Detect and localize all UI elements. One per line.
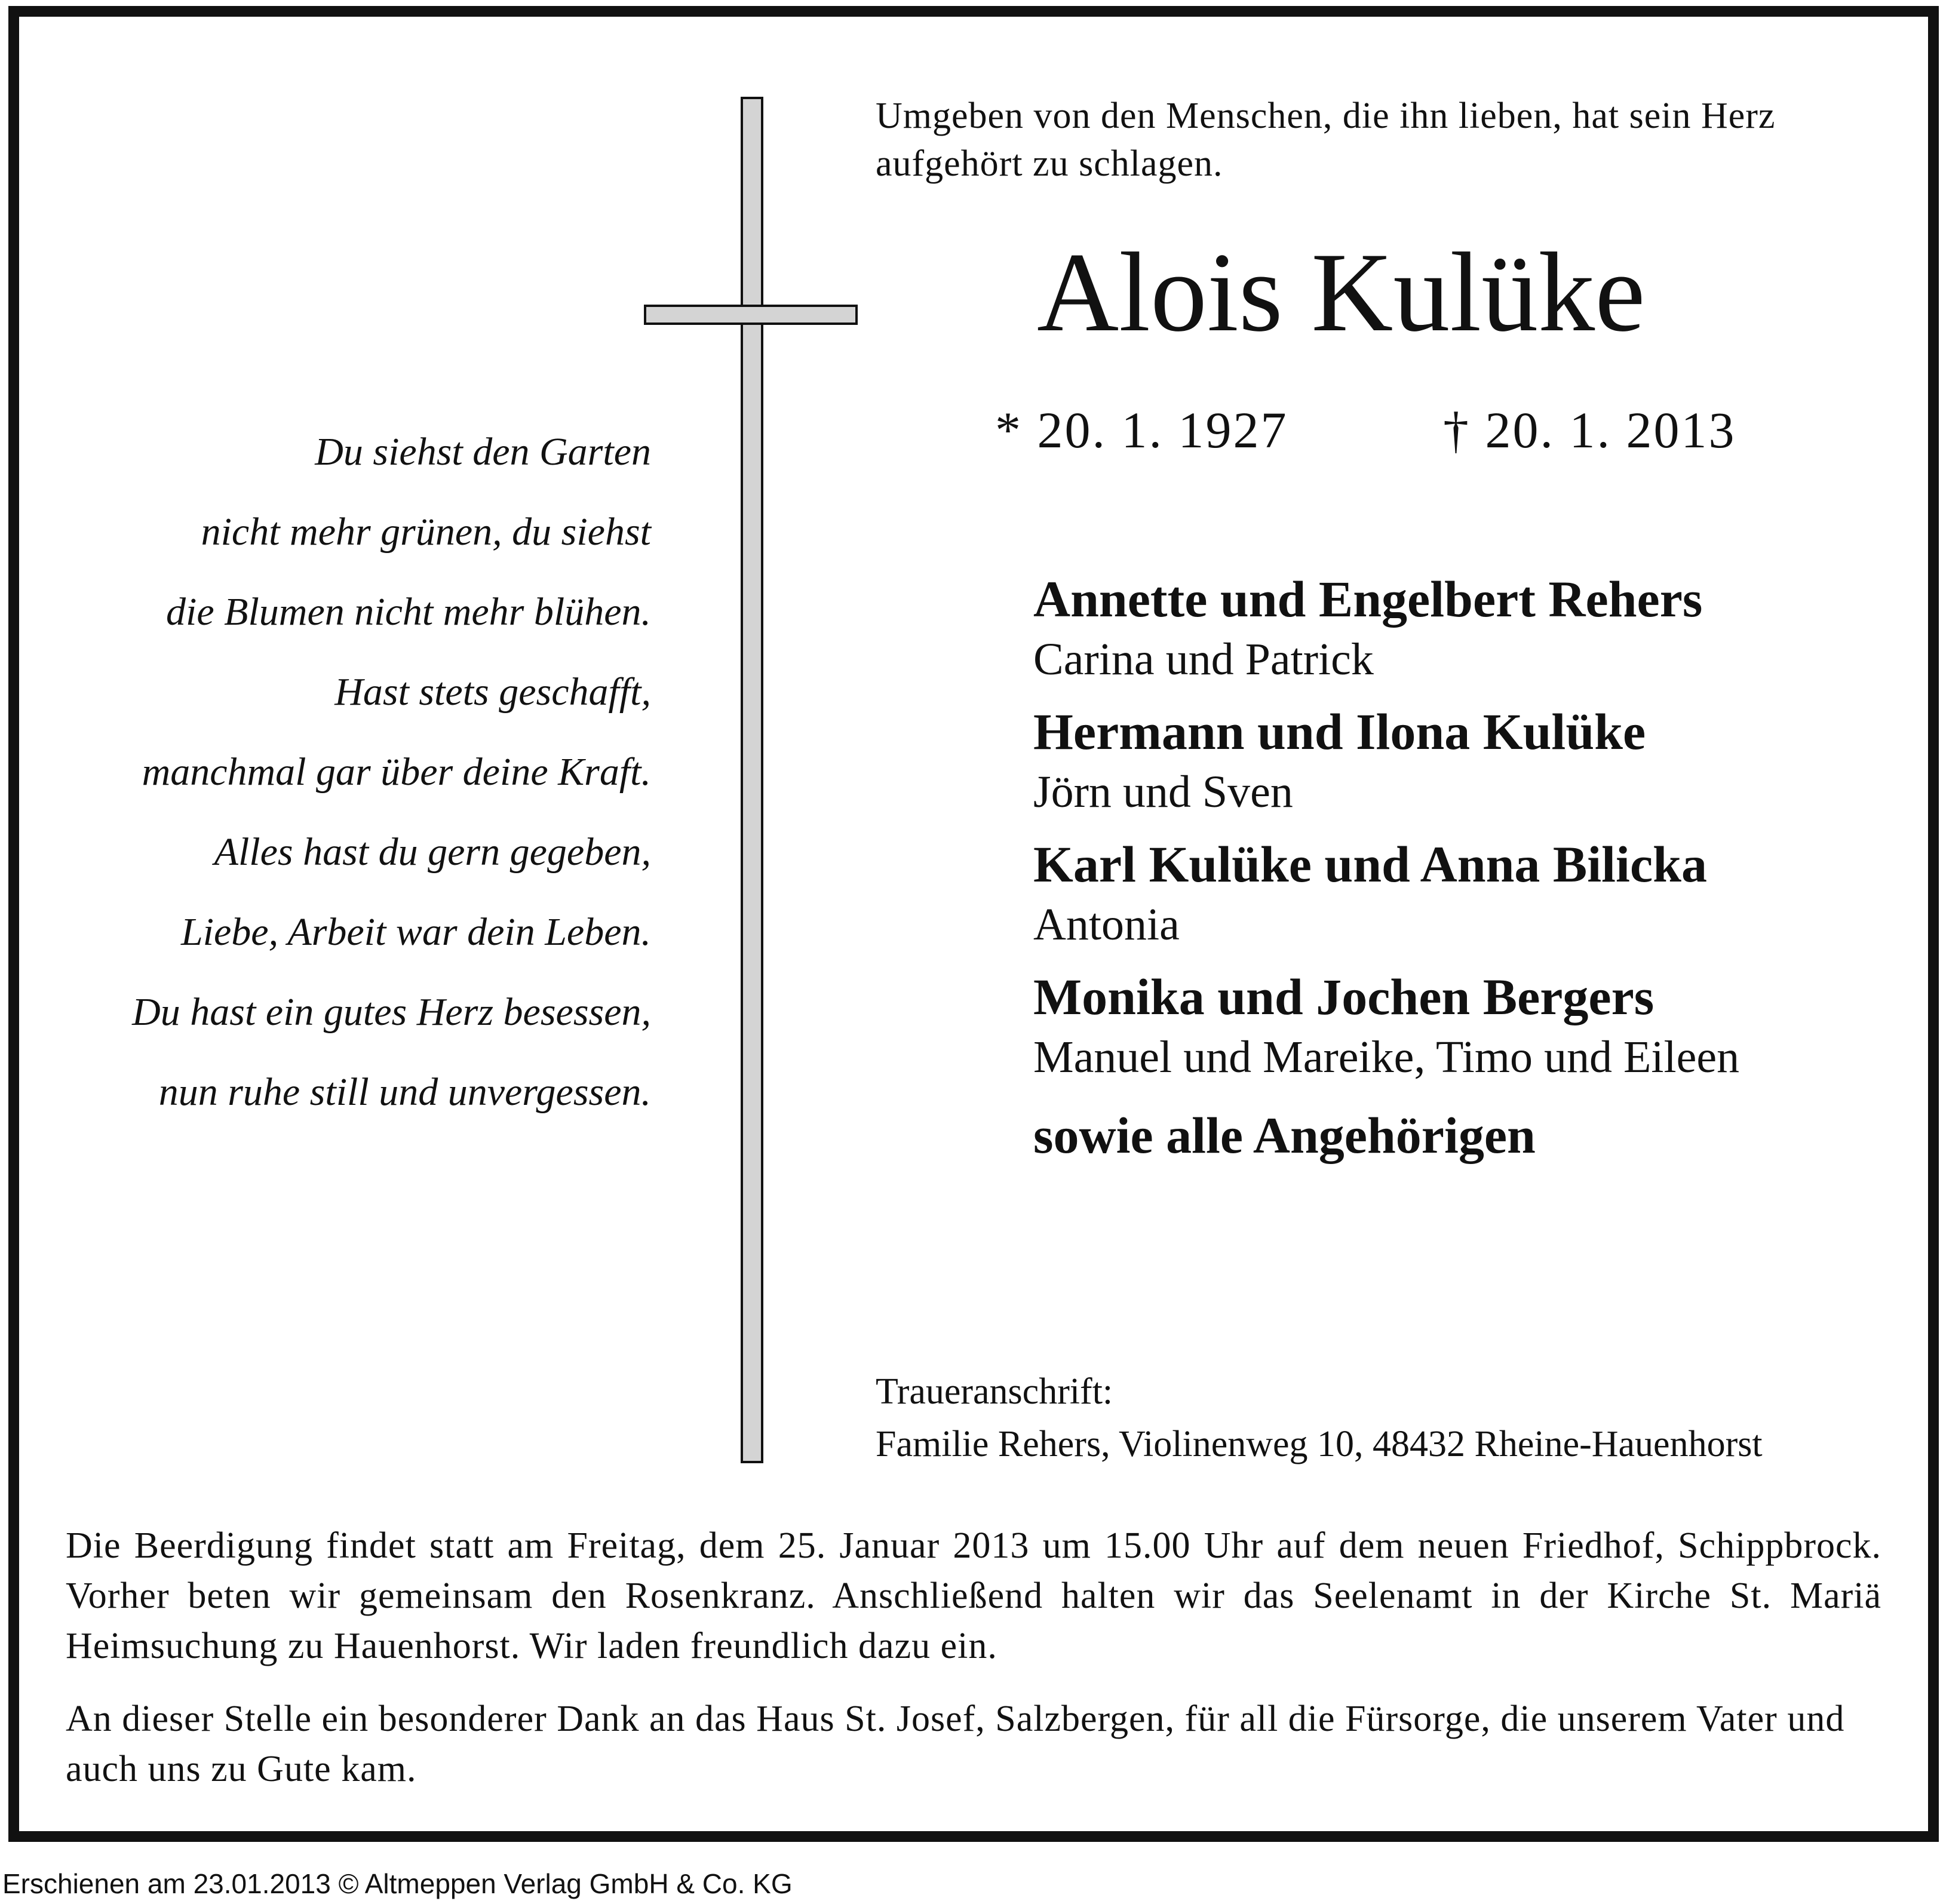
poem-line: Du hast ein gutes Herz besessen,: [132, 990, 651, 1034]
cross-vertical-beam: [741, 97, 763, 1463]
family-list: [1033, 567, 1905, 1167]
family-group: [1033, 965, 1905, 1086]
poem-line: Hast stets geschafft,: [334, 670, 651, 714]
poem-line: nicht mehr grünen, du siehst: [201, 510, 651, 554]
birth-date: * 20. 1. 1927: [995, 401, 1288, 459]
poem-line: die Blumen nicht mehr blühen.: [166, 590, 651, 634]
address-label: Traueranschrift:: [876, 1371, 1113, 1412]
family-main-name: Karl Kulüke und Anna Bilicka: [1033, 836, 1707, 893]
poem-line: Liebe, Arbeit war dein Leben.: [180, 910, 651, 954]
poem-line: Alles hast du gern gegeben,: [214, 830, 651, 874]
family-sub-name: Jörn und Sven: [1033, 767, 1293, 817]
family-closing: sowie alle Angehörigen: [1033, 1107, 1536, 1164]
poem: [36, 412, 651, 1132]
death-date: † 20. 1. 2013: [1443, 401, 1736, 459]
poem-line: Du siehst den Garten: [315, 430, 651, 474]
family-sub-name: Carina und Patrick: [1033, 634, 1374, 684]
family-sub-name: Antonia: [1033, 899, 1180, 950]
family-main-name: Annette und Engelbert Rehers: [1033, 570, 1703, 628]
publication-footer: Erschienen am 23.01.2013 © Altmeppen Verlag GmbH & Co. KG: [2, 1868, 793, 1899]
intro-text: Umgeben von den Menschen, die ihn lieben, hat sein Herz aufgehört zu schlagen.: [876, 96, 1776, 184]
address-line: Familie Rehers, Violinenweg 10, 48432 Rheine-Hauenhorst: [876, 1424, 1763, 1464]
family-group: [1033, 567, 1905, 688]
funeral-info: Die Beerdigung findet statt am Freitag, dem 25. Januar 2013 um 15.00 Uhr auf dem neuen Friedhof, Schippbrock. Vorher beten wir gemeinsam den Rosenkranz. Anschließend halten wir das Seelenamt in der Kirche St. Mariä Heimsuchung zu Hauenhorst. Wir laden freundlich dazu ein.: [66, 1525, 1881, 1666]
deceased-name: Alois Kulüke: [1037, 230, 1646, 355]
mourning-address: [876, 1365, 1763, 1470]
poem-line: nun ruhe still und unvergessen.: [158, 1070, 651, 1114]
family-sub-name: Manuel und Mareike, Timo und Eileen: [1033, 1032, 1740, 1082]
family-group: [1033, 700, 1905, 821]
family-group: [1033, 833, 1905, 953]
poem-line: manchmal gar über deine Kraft.: [142, 750, 651, 794]
family-main-name: Monika und Jochen Bergers: [1033, 968, 1654, 1025]
thanks-text: An dieser Stelle ein besonderer Dank an das Haus St. Josef, Salzbergen, für all die Fürsorge, die unserem Vater und auch uns zu Gute kam.: [66, 1699, 1845, 1789]
family-main-name: Hermann und Ilona Kulüke: [1033, 703, 1646, 760]
cross-join: [743, 307, 761, 323]
